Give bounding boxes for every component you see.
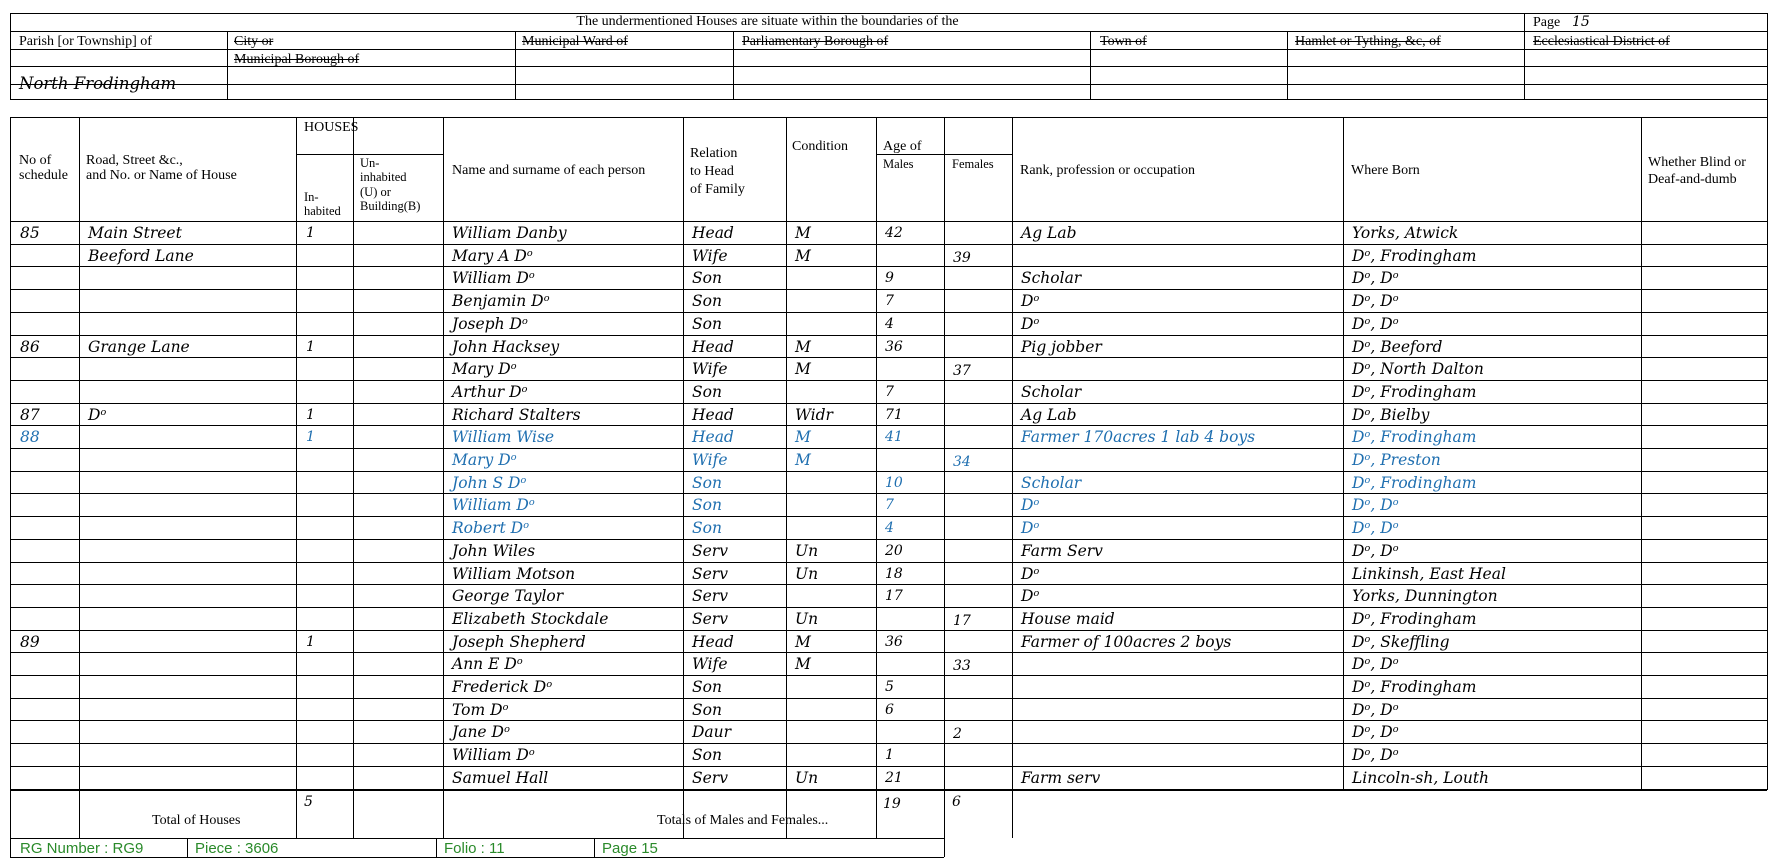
cell-males: 7 [885,293,894,310]
cell-males: 4 [885,315,894,332]
cell-occupation: Ag Lab [1021,405,1077,424]
col-road-line2: and No. or Name of House [86,168,237,183]
cell-males: 20 [885,542,903,559]
cell-relation: Serv [692,609,728,628]
cell-occupation: House maid [1021,609,1115,628]
cell-name: Samuel Hall [452,768,549,787]
cell-relation: Son [692,700,722,719]
cell-occupation: Ag Lab [1021,224,1077,242]
town-label: Town of [1100,34,1147,49]
column-rule [1090,31,1091,99]
cell-born: Dᵒ, North Dalton [1352,360,1484,379]
cell-born: Linkinsh, East Heal [1352,564,1506,583]
total-houses-value: 5 [304,794,313,810]
cell-occupation: Farmer 170acres 1 lab 4 boys [1021,428,1256,447]
cell-schedule: 89 [20,632,40,651]
cell-born: Dᵒ, Dᵒ [1352,496,1399,515]
cell-name: Mary A Dᵒ [452,246,533,265]
cell-relation: Son [692,746,722,765]
cell-born: Dᵒ, Dᵒ [1352,519,1399,538]
cell-inhabited: 1 [306,406,315,423]
totals-rule [10,790,1767,791]
col-relation-line3: of Family [690,182,745,197]
footer-rg-number: RG Number : RG9 [20,840,144,857]
cell-relation: Head [692,337,734,356]
cell-born: Dᵒ, Frodingham [1352,609,1477,628]
cell-males: 41 [885,429,903,446]
cell-name: John Hacksey [452,337,560,356]
cell-relation: Wife [692,451,728,469]
cell-name: Jane Dᵒ [452,723,510,742]
cell-occupation: Dᵒ [1021,564,1040,583]
cell-name: Joseph Dᵒ [452,314,528,333]
cell-born: Dᵒ, Frodingham [1352,428,1477,447]
column-rule [443,117,444,838]
cell-born: Dᵒ, Frodingham [1352,246,1477,265]
cell-females: 34 [953,454,971,470]
cell-condition: M [795,224,811,242]
cell-condition: M [795,428,811,447]
col-uninhabited-line1: Un- [360,156,380,170]
col-name-header: Name and surname of each person [452,163,646,178]
cell-born: Dᵒ, Frodingham [1352,678,1477,696]
column-rule [10,117,11,838]
cell-name: Arthur Dᵒ [452,382,528,401]
column-rule [227,31,228,99]
total-males-value: 19 [883,796,901,812]
cell-name: Ann E Dᵒ [452,655,523,674]
cell-name: Joseph Shepherd [452,632,586,651]
cell-females: 37 [953,363,971,380]
total-houses-label: Total of Houses [152,813,241,828]
column-rule [944,117,945,838]
cell-occupation: Dᵒ [1021,496,1040,515]
cell-females: 2 [953,726,962,743]
cell-males: 42 [885,225,903,241]
cell-males: 18 [885,565,903,582]
cell-condition: Widr [795,405,833,424]
cell-born: Dᵒ, Beeford [1352,337,1443,356]
cell-inhabited: 1 [306,633,315,650]
cell-name: Robert Dᵒ [452,519,530,538]
column-rule [1012,117,1013,838]
col-schedule-line2: schedule [19,168,68,183]
column-rule [1767,13,1768,117]
col-age-header: Age of [883,139,922,154]
cell-condition: M [795,451,811,469]
cell-occupation: Scholar [1021,473,1082,492]
cell-females: 33 [953,658,971,675]
cell-road: Grange Lane [88,337,190,356]
cell-relation: Serv [692,768,728,787]
cell-relation: Serv [692,587,728,606]
cell-occupation: Farm serv [1021,768,1101,787]
cell-born: Dᵒ, Dᵒ [1352,723,1399,742]
cell-occupation: Dᵒ [1021,292,1040,311]
column-rule [296,117,297,838]
cell-condition: M [795,360,811,379]
cell-condition: M [795,655,811,674]
col-relation-line2: to Head [690,164,734,179]
cell-road: Main Street [88,224,182,242]
cell-schedule: 85 [20,224,40,242]
total-females-value: 6 [952,794,961,810]
cell-name: Benjamin Dᵒ [452,292,550,311]
cell-name: Mary Dᵒ [452,360,517,379]
cell-males: 9 [885,270,894,287]
cell-name: Frederick Dᵒ [452,678,553,696]
column-rule [944,838,945,857]
cell-relation: Son [692,519,722,538]
parliamentary-borough-label: Parliamentary Borough of [742,34,889,49]
col-inhabited-header [304,190,341,218]
col-males-header: Males [883,157,914,171]
municipal-borough-label: Municipal Borough of [234,52,360,67]
cell-males: 5 [885,679,894,695]
cell-occupation: Dᵒ [1021,587,1040,606]
cell-males: 1 [885,747,894,764]
header-rule [10,99,1767,100]
cell-males: 7 [885,497,894,514]
cell-males: 10 [885,474,903,491]
cell-relation: Wife [692,360,728,379]
cell-name: John Wiles [452,541,536,560]
cell-relation: Serv [692,564,728,583]
cell-condition: Un [795,564,819,583]
column-rule [353,117,354,838]
header-rule [10,84,1767,85]
column-rule [436,838,437,857]
cell-born: Yorks, Dunnington [1352,587,1498,606]
cell-condition: M [795,632,811,651]
column-rule [1767,117,1768,790]
cell-name: William Dᵒ [452,496,535,515]
col-road-header [86,153,237,183]
column-rule [733,31,734,99]
cell-relation: Son [692,269,722,288]
cell-relation: Son [692,473,722,492]
cell-relation: Serv [692,541,728,560]
cell-males: 4 [885,520,894,537]
footer-page: Page 15 [602,840,658,857]
cell-condition: Un [795,541,819,560]
col-blind-header [1648,154,1746,188]
cell-relation: Head [692,428,734,447]
cell-name: William Dᵒ [452,746,535,765]
cell-males: 71 [885,406,903,423]
cell-occupation: Pig jobber [1021,337,1102,356]
cell-name: William Motson [452,564,576,583]
cell-name: William Wise [452,428,555,447]
cell-relation: Son [692,292,722,311]
col-condition-header: Condition [792,139,849,154]
column-rule [10,838,11,857]
houses-sub-rule [296,154,443,155]
column-rule [1641,117,1642,790]
cell-males: 17 [885,588,903,605]
cell-relation: Daur [692,723,732,742]
cell-road: Dᵒ [88,405,107,424]
col-schedule-header [19,153,68,183]
totals-bottom-rule [10,838,944,839]
cell-born: Dᵒ, Frodingham [1352,382,1477,401]
cell-name: Tom Dᵒ [452,700,509,719]
cell-relation: Son [692,496,722,515]
cell-relation: Son [692,678,722,696]
cell-name: John S Dᵒ [452,473,527,492]
cell-born: Dᵒ, Skeffling [1352,632,1450,651]
col-houses-header: HOUSES [304,120,359,135]
cell-occupation: Dᵒ [1021,519,1040,538]
cell-schedule: 88 [20,428,40,447]
cell-schedule: 87 [20,405,40,424]
cell-relation: Head [692,632,734,651]
cell-occupation: Farmer of 100acres 2 boys [1021,632,1232,651]
page-number: 15 [1572,14,1590,30]
col-occupation-header: Rank, profession or occupation [1020,163,1195,178]
header-rule [10,31,1767,32]
cell-males: 36 [885,633,903,650]
cell-road: Beeford Lane [88,246,194,265]
cell-born: Dᵒ, Dᵒ [1352,269,1399,288]
cell-occupation: Dᵒ [1021,314,1040,333]
page-label: Page [1533,15,1561,30]
cell-condition: M [795,337,811,356]
totals-people-label: Totals of Males and Females... [657,813,829,828]
cell-born: Dᵒ, Dᵒ [1352,314,1399,333]
cell-inhabited: 1 [306,338,315,355]
col-uninhabited-line2: inhabited [360,170,407,185]
table-top-rule [10,117,1767,118]
cell-name: George Taylor [452,587,564,606]
cell-born: Dᵒ, Dᵒ [1352,292,1399,311]
census-header-title: The undermentioned Houses are situate within the boundaries of the [576,14,959,29]
header-rule [10,49,1767,50]
cell-relation: Son [692,314,722,333]
cell-name: William Dᵒ [452,269,535,288]
cell-born: Dᵒ, Dᵒ [1352,746,1399,765]
cell-schedule: 86 [20,337,40,356]
col-schedule-line1: No of [19,153,52,168]
cell-relation: Head [692,405,734,424]
col-uninhabited-line4: Building(B) [360,198,421,213]
col-born-header: Where Born [1351,163,1420,178]
col-inhabited-line1: In- [304,190,319,204]
cell-females: 17 [953,612,971,629]
column-rule [876,117,877,838]
column-rule [683,117,684,838]
col-blind-line2: Deaf-and-dumb [1648,172,1737,187]
column-rule [1524,31,1525,99]
cell-relation: Head [692,224,734,242]
cell-occupation: Scholar [1021,269,1082,288]
hamlet-label: Hamlet or Tything, &c, of [1295,34,1441,49]
cell-males: 36 [885,338,903,355]
cell-occupation: Scholar [1021,382,1082,401]
cell-born: Yorks, Atwick [1352,224,1459,242]
cell-name: Mary Dᵒ [452,451,517,469]
cell-relation: Wife [692,246,728,265]
footer-folio: Folio : 11 [444,840,505,857]
cell-name: William Danby [452,224,567,242]
age-sub-rule [876,154,1012,155]
col-relation-header [690,145,745,199]
cell-name: Richard Stalters [452,405,581,424]
column-rule [1287,31,1288,99]
col-road-line1: Road, Street &c., [86,153,183,168]
cell-males: 6 [885,701,894,718]
cell-born: Dᵒ, Preston [1352,451,1441,469]
col-blind-line1: Whether Blind or [1648,155,1746,170]
parish-label: Parish [or Township] of [19,34,152,49]
column-rule [79,117,80,838]
col-females-header: Females [952,157,994,171]
cell-born: Dᵒ, Dᵒ [1352,655,1399,674]
col-inhabited-line2: habited [304,204,341,218]
cell-condition: Un [795,609,819,628]
cell-inhabited: 1 [306,225,315,241]
column-rule [1343,117,1344,790]
cell-born: Lincoln-sh, Louth [1352,768,1490,787]
parish-value: North Frodingham [19,74,177,93]
column-rule [187,838,188,857]
cell-born: Dᵒ, Dᵒ [1352,541,1399,560]
column-rule [786,117,787,838]
cell-relation: Wife [692,655,728,674]
cell-born: Dᵒ, Bielby [1352,405,1430,424]
col-uninhabited-header [360,156,420,213]
cell-males: 7 [885,383,894,400]
cell-inhabited: 1 [306,429,315,446]
cell-condition: Un [795,768,819,787]
cell-name: Elizabeth Stockdale [452,609,609,628]
cell-females: 39 [953,249,971,266]
cell-males: 21 [885,769,903,786]
col-uninhabited-line3: (U) or [360,184,391,199]
ecclesiastical-district-label: Ecclesiastical District of [1533,34,1670,49]
municipal-ward-label: Municipal Ward of [522,34,628,49]
footer-piece: Piece : 3606 [195,840,279,857]
column-rule [594,838,595,857]
column-rule [515,31,516,99]
cell-born: Dᵒ, Dᵒ [1352,700,1399,719]
city-label: City or [234,34,274,49]
cell-occupation: Farm Serv [1021,541,1103,560]
cell-born: Dᵒ, Frodingham [1352,473,1477,492]
cell-condition: M [795,246,811,265]
col-relation-line1: Relation [690,146,738,161]
cell-relation: Son [692,382,722,401]
